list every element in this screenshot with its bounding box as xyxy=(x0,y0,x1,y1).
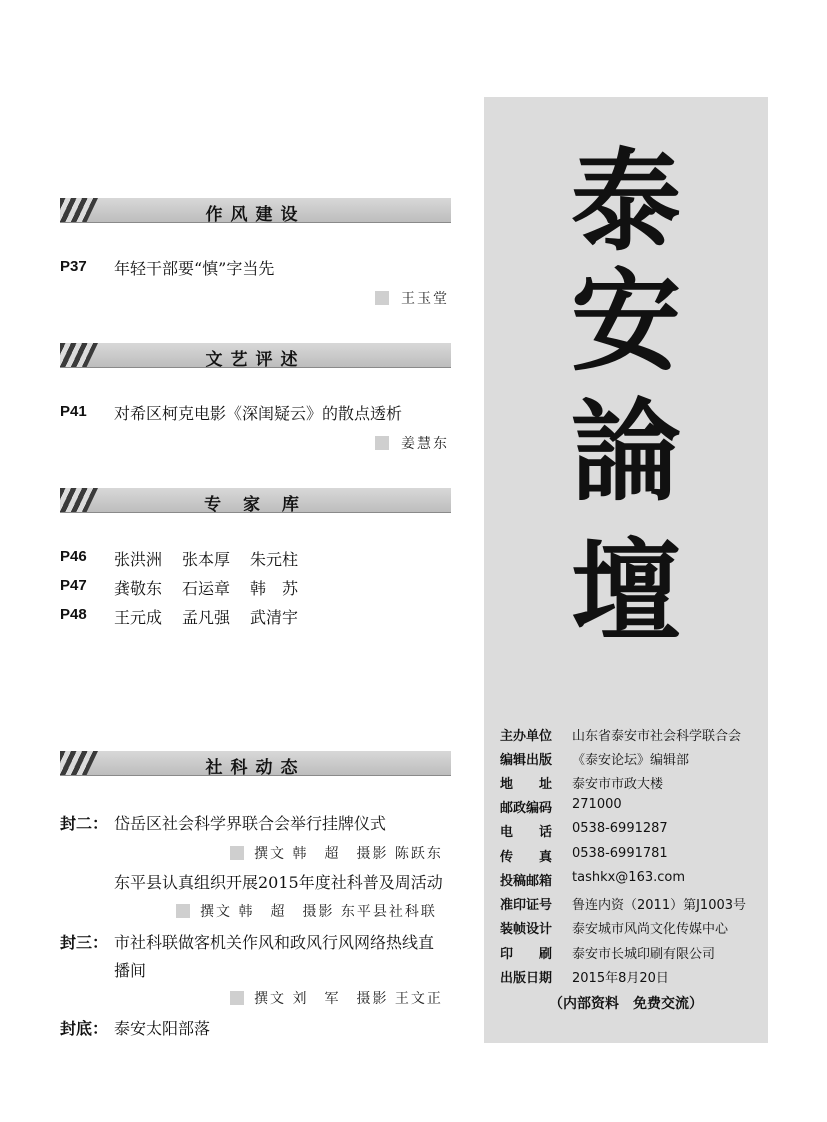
expert-row xyxy=(114,576,318,599)
section-title: 专 家 库 xyxy=(204,495,307,515)
author-name: 姜慧东 xyxy=(401,436,449,452)
masthead-char-1: 泰 xyxy=(571,137,681,266)
credit-text: 撰文 韩 超 摄影 东平县社科联 xyxy=(200,904,437,920)
article-title[interactable]: 对希区柯克电影《深闺疑云》的散点透析 xyxy=(114,404,403,423)
info-label-email: 投稿邮箱 xyxy=(500,874,553,889)
credit-text: 撰文 刘 军 摄影 王文正 xyxy=(254,991,443,1007)
back-cover-item[interactable]: 泰安太阳部落 xyxy=(114,1019,211,1038)
expert-name: 龚敬东 xyxy=(114,579,163,598)
info-label-phone: 电 话 xyxy=(500,825,553,840)
masthead-char-3: 論 xyxy=(571,387,681,516)
author-marker xyxy=(375,291,389,305)
info-value-design: 泰安城市风尚文化传媒中心 xyxy=(572,922,729,937)
credit-marker xyxy=(176,904,190,918)
section-header-sheke xyxy=(60,751,451,776)
back-cover-label: 封底： xyxy=(60,1019,109,1038)
info-label-editor: 编辑出版 xyxy=(500,753,553,768)
info-value-address: 泰安市市政大楼 xyxy=(572,777,664,792)
page-number: P48 xyxy=(60,606,87,623)
info-label-fax: 传 真 xyxy=(500,850,553,865)
info-value-phone: 0538-6991287 xyxy=(572,821,668,836)
info-label-permit: 准印证号 xyxy=(500,898,553,913)
info-label-printing: 印 刷 xyxy=(500,947,553,962)
page-number: P47 xyxy=(60,577,87,594)
info-value-editor: 《泰安论坛》编辑部 xyxy=(572,753,690,768)
section-title: 社科动态 xyxy=(205,758,306,778)
info-label-design: 装帧设计 xyxy=(500,922,553,937)
info-value-email[interactable]: tashkx@163.com xyxy=(572,870,686,885)
info-value-date: 2015年8月20日 xyxy=(572,971,669,986)
cover2-item-2-credit xyxy=(176,901,437,921)
masthead-char-4: 壇 xyxy=(571,527,681,656)
cover2-label: 封二： xyxy=(60,814,109,833)
cover2-item-1-credit xyxy=(230,843,443,863)
expert-name: 韩 苏 xyxy=(250,579,299,598)
author-name: 王玉堂 xyxy=(401,291,449,307)
page-number: P37 xyxy=(60,258,87,275)
expert-name: 孟凡强 xyxy=(182,608,231,627)
cover2-item-1[interactable]: 岱岳区社会科学界联合会举行挂牌仪式 xyxy=(114,814,387,833)
section-title: 作风建设 xyxy=(205,205,306,225)
masthead-char-2: 安 xyxy=(571,257,681,386)
expert-row xyxy=(114,547,318,570)
article-author xyxy=(375,433,449,453)
cover2-item-2[interactable]: 东平县认真组织开展2015年度社科普及周活动 xyxy=(114,873,443,892)
article-author xyxy=(375,288,449,308)
section-header-wenyi xyxy=(60,343,451,368)
section-header-zuofeng xyxy=(60,198,451,223)
info-label-sponsor: 主办单位 xyxy=(500,729,553,744)
cover3-credit xyxy=(230,988,443,1008)
info-value-sponsor: 山东省泰安市社会科学联合会 xyxy=(572,729,742,744)
info-value-printing: 泰安市长城印刷有限公司 xyxy=(572,947,716,962)
expert-name: 张洪洲 xyxy=(114,550,163,569)
expert-name: 武清宇 xyxy=(250,608,299,627)
page-number: P46 xyxy=(60,548,87,565)
info-value-postcode: 271000 xyxy=(572,797,622,812)
expert-name: 张本厚 xyxy=(182,550,231,569)
expert-row xyxy=(114,605,318,628)
info-value-permit: 鲁连内资（2011）第J1003号 xyxy=(572,898,747,913)
author-marker xyxy=(375,436,389,450)
info-label-date: 出版日期 xyxy=(500,971,553,986)
expert-name: 王元成 xyxy=(114,608,163,627)
cover3-item-line2[interactable]: 播间 xyxy=(114,961,147,980)
page-number: P41 xyxy=(60,403,87,420)
credit-marker xyxy=(230,846,244,860)
article-title[interactable]: 年轻干部要“慎”字当先 xyxy=(114,259,275,278)
info-value-fax: 0538-6991781 xyxy=(572,846,668,861)
masthead-panel xyxy=(484,97,768,1043)
info-label-address: 地 址 xyxy=(500,777,553,792)
info-label-postcode: 邮政编码 xyxy=(500,801,553,816)
section-header-zhuanjia xyxy=(60,488,451,513)
expert-name: 石运章 xyxy=(182,579,231,598)
internal-material-note: （内部资料 免费交流） xyxy=(549,996,703,1012)
credit-text: 撰文 韩 超 摄影 陈跃东 xyxy=(254,846,443,862)
cover3-label: 封三： xyxy=(60,933,109,952)
section-title: 文艺评述 xyxy=(205,350,306,370)
expert-name: 朱元柱 xyxy=(250,550,299,569)
cover3-item-line1[interactable]: 市社科联做客机关作风和政风行风网络热线直 xyxy=(114,933,435,952)
credit-marker xyxy=(230,991,244,1005)
